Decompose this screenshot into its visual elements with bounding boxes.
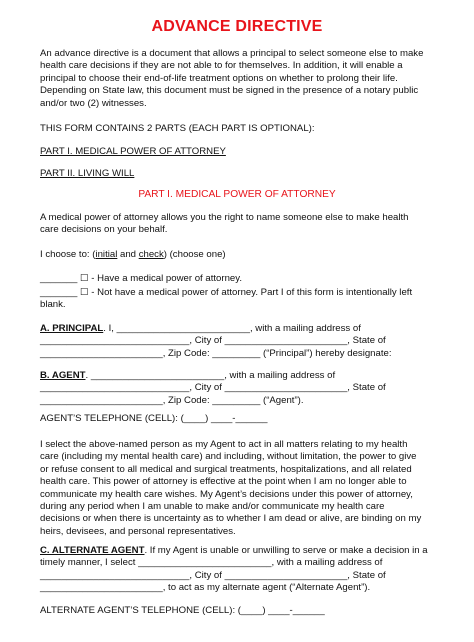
mpoa-paragraph (40, 212, 450, 237)
part-two-link: PART II. LIVING WILL (40, 168, 135, 179)
document-title: ADVANCE DIRECTIVE (151, 18, 323, 35)
option-have-mpoa[interactable]: _______ ☐ - Have a medical power of attorney. (40, 273, 243, 284)
intro-line: An advance directive is a document that allows a principal to select someone else to make (40, 48, 424, 59)
alternate-line: ____________________________, City of _______________________, State of (40, 569, 386, 581)
choose-instruction (40, 249, 450, 261)
agent-para-line: during any period when I am unable to make and/or communicate my health care (40, 501, 385, 513)
principal-label: A. PRINCIPAL (40, 323, 104, 334)
alternate-line: timely manner, I select _________________________, with a mailing address of (40, 557, 383, 569)
parts-heading: THIS FORM CONTAINS 2 PARTS (EACH PART IS OPTIONAL): (40, 123, 315, 134)
mpoa-line: A medical power of attorney allows you the right to name someone else to make health (40, 212, 409, 223)
option-not-have-mpoa[interactable] (40, 287, 450, 312)
principal-line (40, 323, 450, 335)
alternate-text: . If my Agent is unable or unwilling to serve or make a decision in a (144, 545, 428, 556)
principal-line: _______________________, Zip Code: _________ (“Principal”) hereby designate: (40, 347, 392, 359)
choose-text: and (117, 249, 139, 260)
part-one-link: PART I. MEDICAL POWER OF ATTORNEY (40, 146, 226, 157)
agent-section (40, 370, 450, 407)
agent-telephone: AGENT’S TELEPHONE (CELL): (____) ____-______ (40, 413, 268, 424)
choose-text: I choose to: ( (40, 249, 96, 260)
intro-line: health care decisions if they are not able to for themselves. In addition, it will enable a (40, 60, 403, 72)
agent-line: ____________________________, City of _______________________, State of (40, 382, 386, 394)
agent-line: _______________________, Zip Code: _________ (“Agent”). (40, 394, 304, 406)
option-line: _______ ☐ - Not have a medical power of attorney. Part I of this form is intentionally left (40, 287, 413, 298)
agent-para-line: communicate my health care wishes. My Agent’s decisions under this power of attorney, (40, 488, 413, 500)
agent-para-line: care (including my mental health care) and including, without limitation, the power to give (40, 451, 417, 463)
principal-line: ____________________________, City of _______________________, State of (40, 335, 386, 347)
intro-paragraph (40, 48, 450, 110)
choose-check: check (138, 249, 164, 260)
choose-initial: initial (95, 249, 118, 260)
agent-para-line: heirs, devisees, and personal representatives. (40, 525, 236, 537)
alternate-label: C. ALTERNATE AGENT (40, 545, 145, 556)
alternate-agent-section (40, 545, 450, 595)
alternate-line (40, 545, 450, 557)
choose-text: ) (choose one) (163, 249, 226, 260)
agent-para-line: or refuse consent to all medical and surgical treatments, hospitalizations, and all related (40, 463, 412, 475)
agent-para-line: I select the above-named person as my Agent to act in all matters relating to my health (40, 439, 408, 450)
alternate-line: _______________________, to act as my alternate agent (“Alternate Agent”). (40, 582, 371, 594)
principal-section (40, 323, 450, 360)
alternate-agent-telephone: ALTERNATE AGENT’S TELEPHONE (CELL): (____) ____-______ (40, 605, 325, 616)
agent-para-line: health care. This power of attorney is effective at the point when I am no longer able to (40, 476, 407, 488)
agent-para-line: decisions or when there is uncertainty as to whether I am dead or alive, are binding on my (40, 513, 422, 525)
intro-line: Depending on State law, this document must be signed in the presence of a notary public (40, 85, 419, 97)
agent-line (40, 370, 450, 382)
option-line: blank. (40, 299, 66, 311)
section-heading: PART I. MEDICAL POWER OF ATTORNEY (138, 189, 336, 200)
principal-text: . I, _________________________, with a mailing address of (103, 323, 361, 334)
agent-authority-paragraph (40, 439, 450, 538)
agent-label: B. AGENT (40, 370, 86, 381)
intro-line: and/or two (2) witnesses. (40, 97, 147, 109)
agent-text: . _________________________, with a mailing address of (85, 370, 336, 381)
mpoa-line: care decisions on your behalf. (40, 224, 168, 236)
intro-line: principal to choose their end-of-life treatment options on whether to prolong their life. (40, 72, 398, 84)
